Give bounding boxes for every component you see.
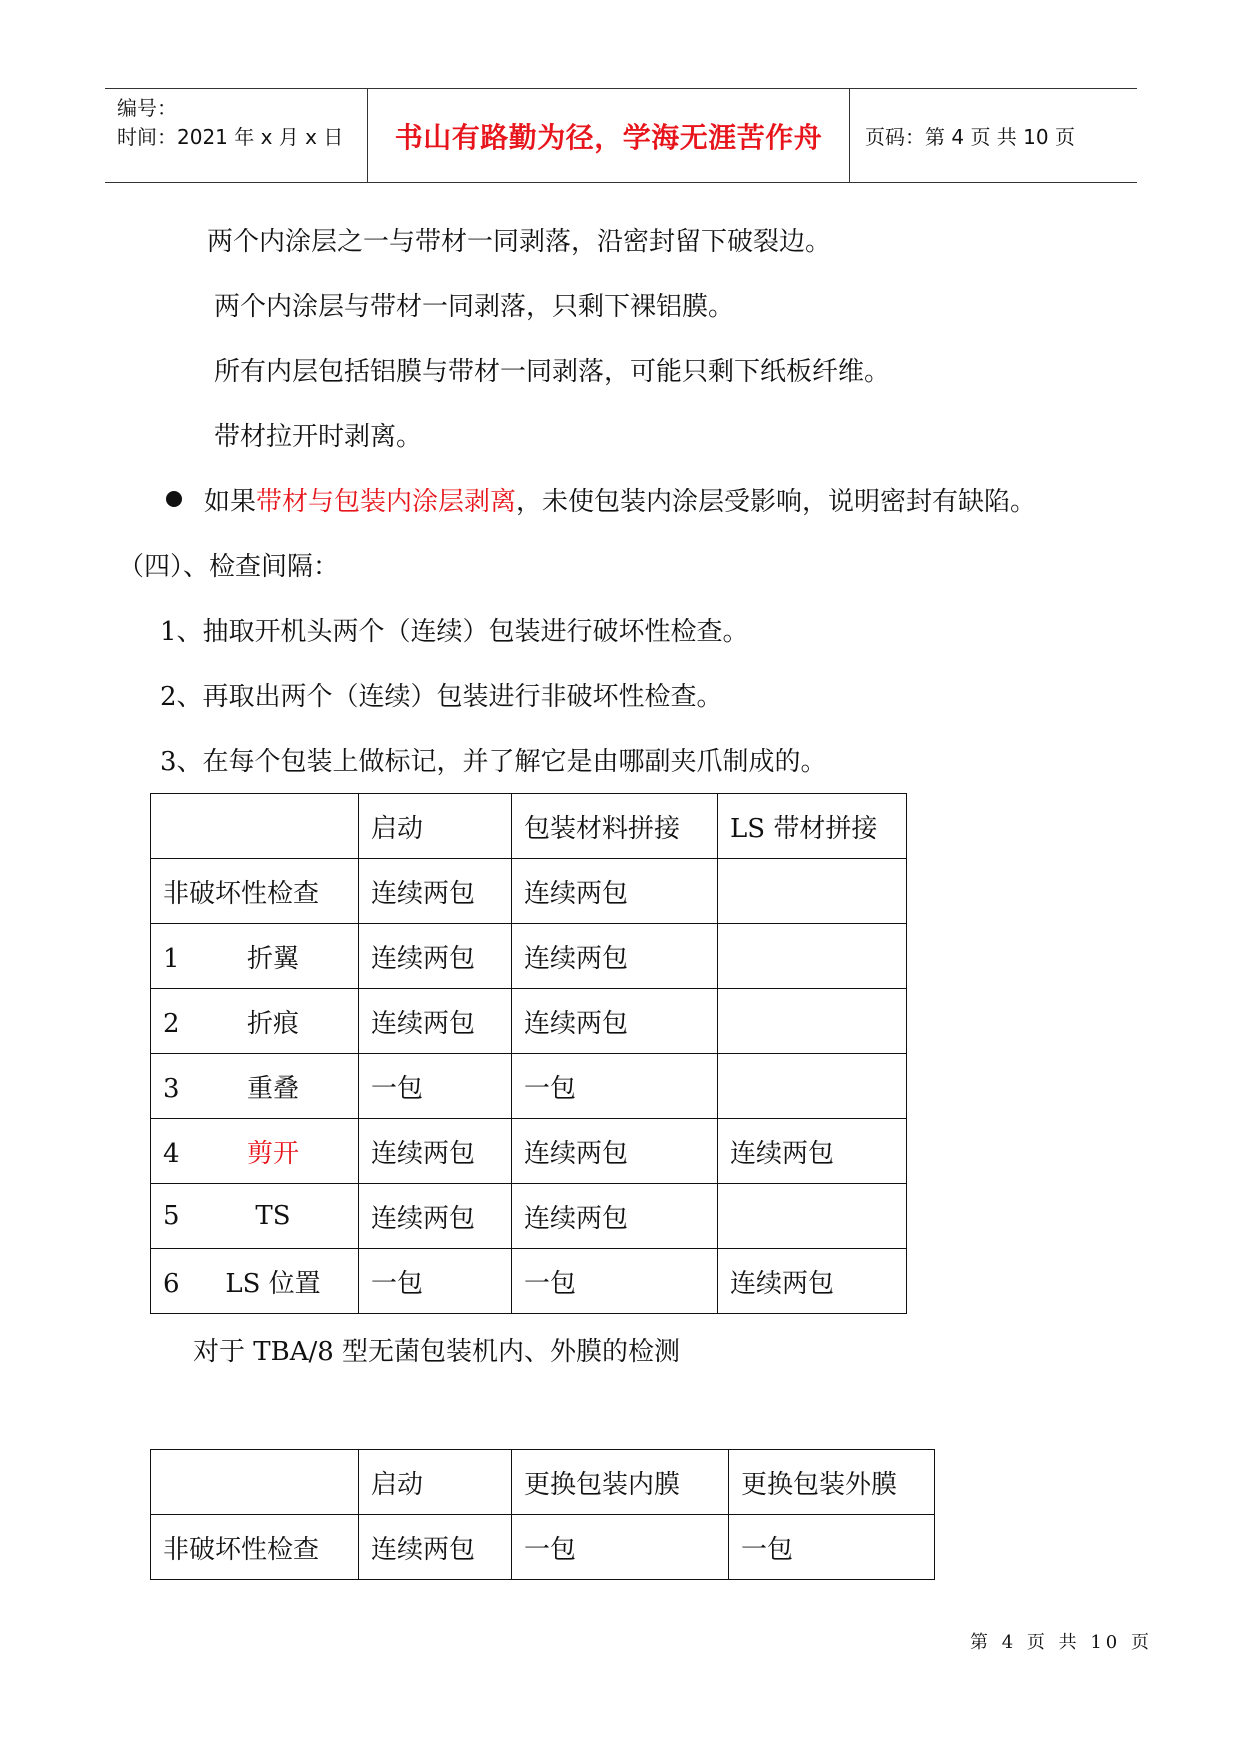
paragraph-2: 两个内涂层与带材一同剥落，只剩下裸铝膜。 xyxy=(214,292,735,322)
table-header-row xyxy=(151,794,907,859)
bullet-paragraph xyxy=(166,486,1036,518)
step-1: 1、抽取开机头两个（连续）包装进行破坏性检查。 xyxy=(160,617,749,647)
table-header-cell: 更换包装内膜 xyxy=(512,1450,729,1515)
table-cell: 连续两包 xyxy=(359,989,512,1054)
row-label-text: 折痕 xyxy=(246,1008,299,1039)
table-header-row xyxy=(151,1450,935,1515)
row-label xyxy=(151,1054,359,1119)
table-cell: 一包 xyxy=(359,1249,512,1314)
row-label xyxy=(151,1249,359,1314)
table-row xyxy=(151,1515,935,1580)
table-cell: 一包 xyxy=(512,1249,718,1314)
table-cell: 连续两包 xyxy=(359,1119,512,1184)
table-header-cell xyxy=(151,794,359,859)
table-cell xyxy=(718,859,907,924)
table-header-cell: 启动 xyxy=(359,794,512,859)
inspection-table xyxy=(150,793,907,1314)
page-header xyxy=(105,88,1137,183)
row-label xyxy=(151,1119,359,1184)
table-cell: 连续两包 xyxy=(512,1119,718,1184)
table-row xyxy=(151,1249,907,1314)
row-label-text: TS xyxy=(255,1201,291,1231)
table-cell: 连续两包 xyxy=(512,924,718,989)
table-row xyxy=(151,1054,907,1119)
table-header-cell xyxy=(151,1450,359,1515)
table-header-cell: 包装材料拼接 xyxy=(512,794,718,859)
table-cell: 连续两包 xyxy=(359,924,512,989)
header-motto: 书山有路勤为径，学海无涯苦作舟 xyxy=(368,89,850,182)
table-cell xyxy=(718,1054,907,1119)
row-number: 2 xyxy=(163,1008,180,1039)
table-cell: 一包 xyxy=(359,1054,512,1119)
header-page-label: 页码：第 4 页 共 10 页 xyxy=(865,125,1075,149)
table-cell: 连续两包 xyxy=(512,1184,718,1249)
row-label xyxy=(151,989,359,1054)
step-3: 3、在每个包装上做标记，并了解它是由哪副夹爪制成的。 xyxy=(160,747,827,777)
section-title: （四）、检查间隔： xyxy=(118,552,340,582)
serial-label: 编号： xyxy=(117,96,177,120)
table-cell: 连续两包 xyxy=(359,1515,512,1580)
row-label-text: 剪开 xyxy=(246,1138,299,1169)
table-cell: 连续两包 xyxy=(512,989,718,1054)
row-label-text: 重叠 xyxy=(246,1073,299,1104)
table-cell xyxy=(718,989,907,1054)
table-cell xyxy=(718,1184,907,1249)
table-cell: 一包 xyxy=(729,1515,935,1580)
time-label: 时间：2021 年 x 月 x 日 xyxy=(117,125,344,149)
row-number: 6 xyxy=(163,1268,180,1299)
paragraph-4: 带材拉开时剥离。 xyxy=(214,422,423,452)
paragraph-3: 所有内层包括铝膜与带材一同剥落，可能只剩下纸板纤维。 xyxy=(214,357,891,387)
row-label-text: 折翼 xyxy=(246,943,299,974)
bullet-highlight: 带材与包装内涂层剥离 xyxy=(256,487,517,517)
row-number: 4 xyxy=(163,1138,180,1169)
table-cell: 连续两包 xyxy=(359,859,512,924)
step-2: 2、再取出两个（连续）包装进行非破坏性检查。 xyxy=(160,682,723,712)
bullet-text-before: 如果 xyxy=(204,487,257,517)
table2-caption: 对于 TBA/8 型无菌包装机内、外膜的检测 xyxy=(193,1337,681,1367)
table-row xyxy=(151,1119,907,1184)
bullet-icon xyxy=(166,491,182,507)
table-row xyxy=(151,859,907,924)
table-cell: 一包 xyxy=(512,1515,729,1580)
row-label xyxy=(151,1184,359,1249)
table-row xyxy=(151,924,907,989)
row-label: 非破坏性检查 xyxy=(151,859,359,924)
table-cell: 连续两包 xyxy=(718,1249,907,1314)
table-header-cell: LS 带材拼接 xyxy=(718,794,907,859)
table-cell: 一包 xyxy=(512,1054,718,1119)
table-row xyxy=(151,989,907,1054)
row-label xyxy=(151,924,359,989)
table-row xyxy=(151,1184,907,1249)
table-cell: 连续两包 xyxy=(718,1119,907,1184)
table-header-cell: 启动 xyxy=(359,1450,512,1515)
table-cell: 连续两包 xyxy=(512,859,718,924)
paragraph-1: 两个内涂层之一与带材一同剥落，沿密封留下破裂边。 xyxy=(207,227,832,257)
row-label: 非破坏性检查 xyxy=(151,1515,359,1580)
table-cell: 连续两包 xyxy=(359,1184,512,1249)
table-header-cell: 更换包装外膜 xyxy=(729,1450,935,1515)
row-number: 5 xyxy=(163,1201,180,1231)
row-number: 3 xyxy=(163,1073,180,1104)
row-number: 1 xyxy=(163,943,180,974)
table-cell xyxy=(718,924,907,989)
bullet-text-after: ，未使包装内涂层受影响，说明密封有缺陷。 xyxy=(516,487,1037,517)
film-inspection-table xyxy=(150,1449,935,1580)
row-label-text: LS 位置 xyxy=(225,1268,321,1299)
page-footer: 第 4 页 共 10 页 xyxy=(970,1632,1153,1653)
header-meta xyxy=(105,89,368,182)
